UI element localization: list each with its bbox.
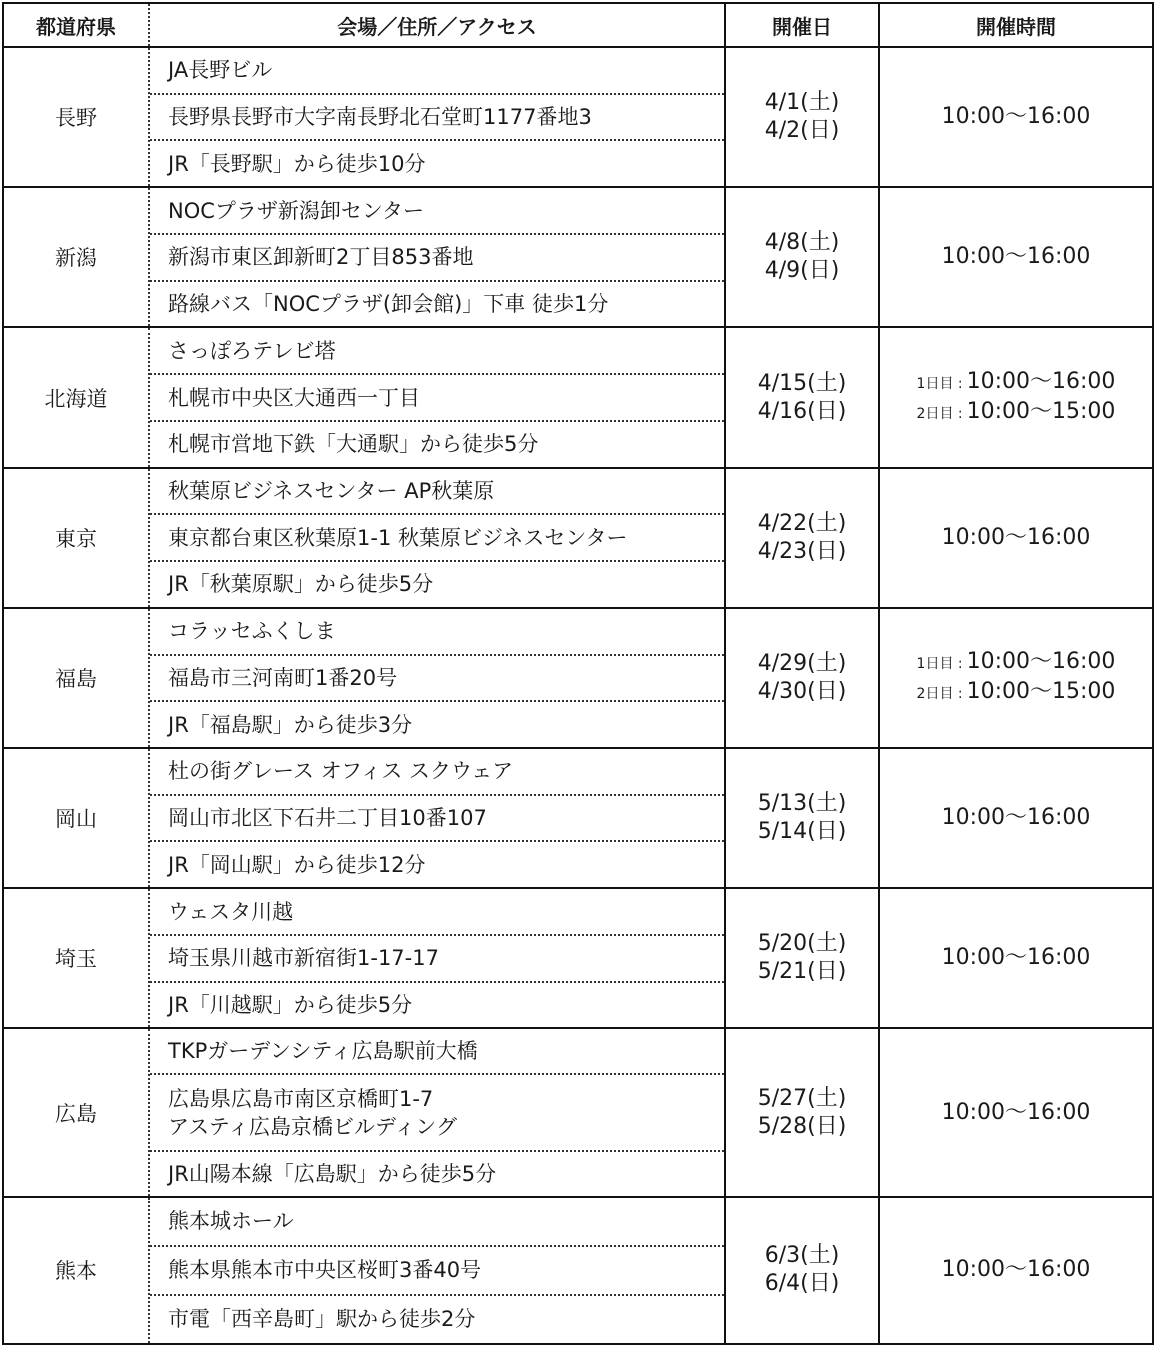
venue-address: 福島市三河南町1番20号	[150, 656, 724, 703]
date-cell	[725, 187, 879, 327]
venue-cell	[149, 47, 725, 187]
time-cell: 10:00～16:00	[879, 468, 1153, 608]
date-day1: 4/29(土)	[757, 650, 847, 676]
venue-cell	[149, 608, 725, 748]
time-cell	[879, 327, 1153, 467]
venue-name: TKPガーデンシティ広島駅前大橋	[150, 1029, 724, 1075]
date-day2: 4/9(日)	[764, 258, 840, 284]
day2-label: 2日目 :	[916, 685, 963, 702]
table-row	[3, 1028, 1153, 1196]
table-row	[3, 468, 1153, 608]
time-cell: 10:00～16:00	[941, 1257, 1091, 1283]
date-day1: 4/15(土)	[757, 370, 847, 396]
header-time: 開催時間	[879, 3, 1153, 47]
prefecture-cell: 熊本	[3, 1197, 149, 1344]
venue-access: JR「秋葉原駅」から徒歩5分	[168, 572, 434, 597]
date-cell	[725, 1028, 879, 1196]
venue-access: 市電「西辛島町」駅から徒歩2分	[168, 1307, 476, 1332]
prefecture-cell: 新潟	[3, 187, 149, 327]
venue-access: JR「岡山駅」から徒歩12分	[168, 852, 426, 877]
time-cell: 10:00～16:00	[879, 1028, 1153, 1196]
prefecture-cell: 福島	[3, 608, 149, 748]
day2-time: 10:00～15:00	[966, 398, 1116, 424]
table-row	[3, 1197, 1153, 1344]
venue-cell	[149, 1197, 725, 1344]
time-cell: 10:00～16:00	[879, 187, 1153, 327]
venue-address: 岡山市北区下石井二丁目10番107	[150, 796, 724, 843]
venue-access: 札幌市営地下鉄「大通駅」から徒歩5分	[168, 432, 539, 457]
venue-address: 熊本県熊本市中央区桜町3番40号	[150, 1247, 724, 1296]
venue-name: コラッセふくしま	[150, 609, 724, 656]
venue-name: 秋葉原ビジネスセンター AP秋葉原	[150, 469, 724, 516]
day1-label: 1日目 :	[916, 375, 963, 392]
date-cell	[725, 748, 879, 888]
day1-time: 10:00～16:00	[966, 368, 1116, 394]
table-row	[3, 748, 1153, 888]
date-day2: 5/14(日)	[757, 819, 847, 845]
table-row	[3, 47, 1153, 187]
venue-address: 埼玉県川越市新宿街1-17-17	[150, 936, 724, 983]
event-schedule-table	[2, 2, 1154, 1345]
venue-address: 札幌市中央区大通西一丁目	[150, 375, 724, 422]
date-day1: 4/22(土)	[757, 510, 847, 536]
venue-address	[150, 1075, 724, 1151]
venue-cell	[149, 748, 725, 888]
venue-name: 熊本城ホール	[150, 1198, 724, 1247]
date-day2: 4/23(日)	[757, 538, 847, 564]
time-day1	[880, 368, 1152, 398]
venue-access: JR「長野駅」から徒歩10分	[168, 151, 426, 176]
venue-cell	[149, 468, 725, 608]
time-cell: 10:00～16:00	[879, 888, 1153, 1028]
date-cell	[725, 327, 879, 467]
time-day1	[880, 648, 1152, 678]
date-day2: 4/16(日)	[757, 398, 847, 424]
venue-cell	[149, 888, 725, 1028]
table-row	[3, 888, 1153, 1028]
date-cell	[725, 608, 879, 748]
venue-access: JR「福島駅」から徒歩3分	[168, 712, 413, 737]
venue-cell	[149, 187, 725, 327]
header-venue: 会場／住所／アクセス	[149, 3, 725, 47]
time-cell: 10:00～16:00	[879, 47, 1153, 187]
date-day2: 6/4(日)	[764, 1271, 840, 1297]
day2-time: 10:00～15:00	[966, 678, 1116, 704]
venue-name: ウェスタ川越	[150, 889, 724, 936]
date-day2: 5/28(日)	[757, 1113, 847, 1139]
venue-address: 長野県長野市大字南長野北石堂町1177番地3	[150, 95, 724, 142]
venue-cell	[149, 327, 725, 467]
venue-name: JA長野ビル	[150, 48, 724, 95]
date-day1: 4/8(土)	[764, 230, 840, 256]
date-cell	[725, 1197, 879, 1344]
table-row	[3, 327, 1153, 467]
prefecture-cell: 埼玉	[3, 888, 149, 1028]
date-day2: 4/2(日)	[764, 118, 840, 144]
prefecture-cell: 長野	[3, 47, 149, 187]
prefecture-cell: 北海道	[3, 327, 149, 467]
date-day1: 5/13(土)	[757, 791, 847, 817]
date-cell	[725, 468, 879, 608]
date-cell	[725, 888, 879, 1028]
time-day2	[880, 678, 1152, 708]
venue-access: JR山陽本線「広島駅」から徒歩5分	[168, 1161, 497, 1186]
prefecture-cell: 岡山	[3, 748, 149, 888]
date-day2: 4/30(日)	[757, 678, 847, 704]
date-day1: 6/3(土)	[764, 1243, 840, 1269]
header-row	[3, 3, 1153, 47]
table-row	[3, 187, 1153, 327]
venue-access: 路線バス「NOCプラザ(卸会館)」下車 徒歩1分	[168, 292, 609, 317]
time-cell	[879, 608, 1153, 748]
time-cell: 10:00～16:00	[879, 748, 1153, 888]
venue-name: NOCプラザ新潟卸センター	[150, 188, 724, 235]
header-prefecture: 都道府県	[3, 3, 149, 47]
date-cell	[725, 47, 879, 187]
day2-label: 2日目 :	[916, 405, 963, 422]
venue-address-text: 広島県広島市南区京橋町1-7 アスティ広島京橋ビルディング	[168, 1086, 457, 1139]
date-day1: 5/27(土)	[757, 1085, 847, 1111]
prefecture-cell: 東京	[3, 468, 149, 608]
header-date: 開催日	[725, 3, 879, 47]
table-row	[3, 608, 1153, 748]
venue-access: JR「川越駅」から徒歩5分	[168, 993, 413, 1018]
date-day1: 5/20(土)	[757, 931, 847, 957]
prefecture-cell: 広島	[3, 1028, 149, 1196]
time-day2	[880, 398, 1152, 428]
date-day1: 4/1(土)	[764, 90, 840, 116]
day1-label: 1日目 :	[916, 655, 963, 672]
venue-cell	[149, 1028, 725, 1196]
venue-name: さっぽろテレビ塔	[150, 328, 724, 375]
day1-time: 10:00～16:00	[966, 648, 1116, 674]
venue-address: 東京都台東区秋葉原1-1 秋葉原ビジネスセンター	[150, 515, 724, 562]
date-day2: 5/21(日)	[757, 959, 847, 985]
venue-name: 杜の街グレース オフィス スクウェア	[150, 749, 724, 796]
venue-address: 新潟市東区卸新町2丁目853番地	[150, 235, 724, 282]
